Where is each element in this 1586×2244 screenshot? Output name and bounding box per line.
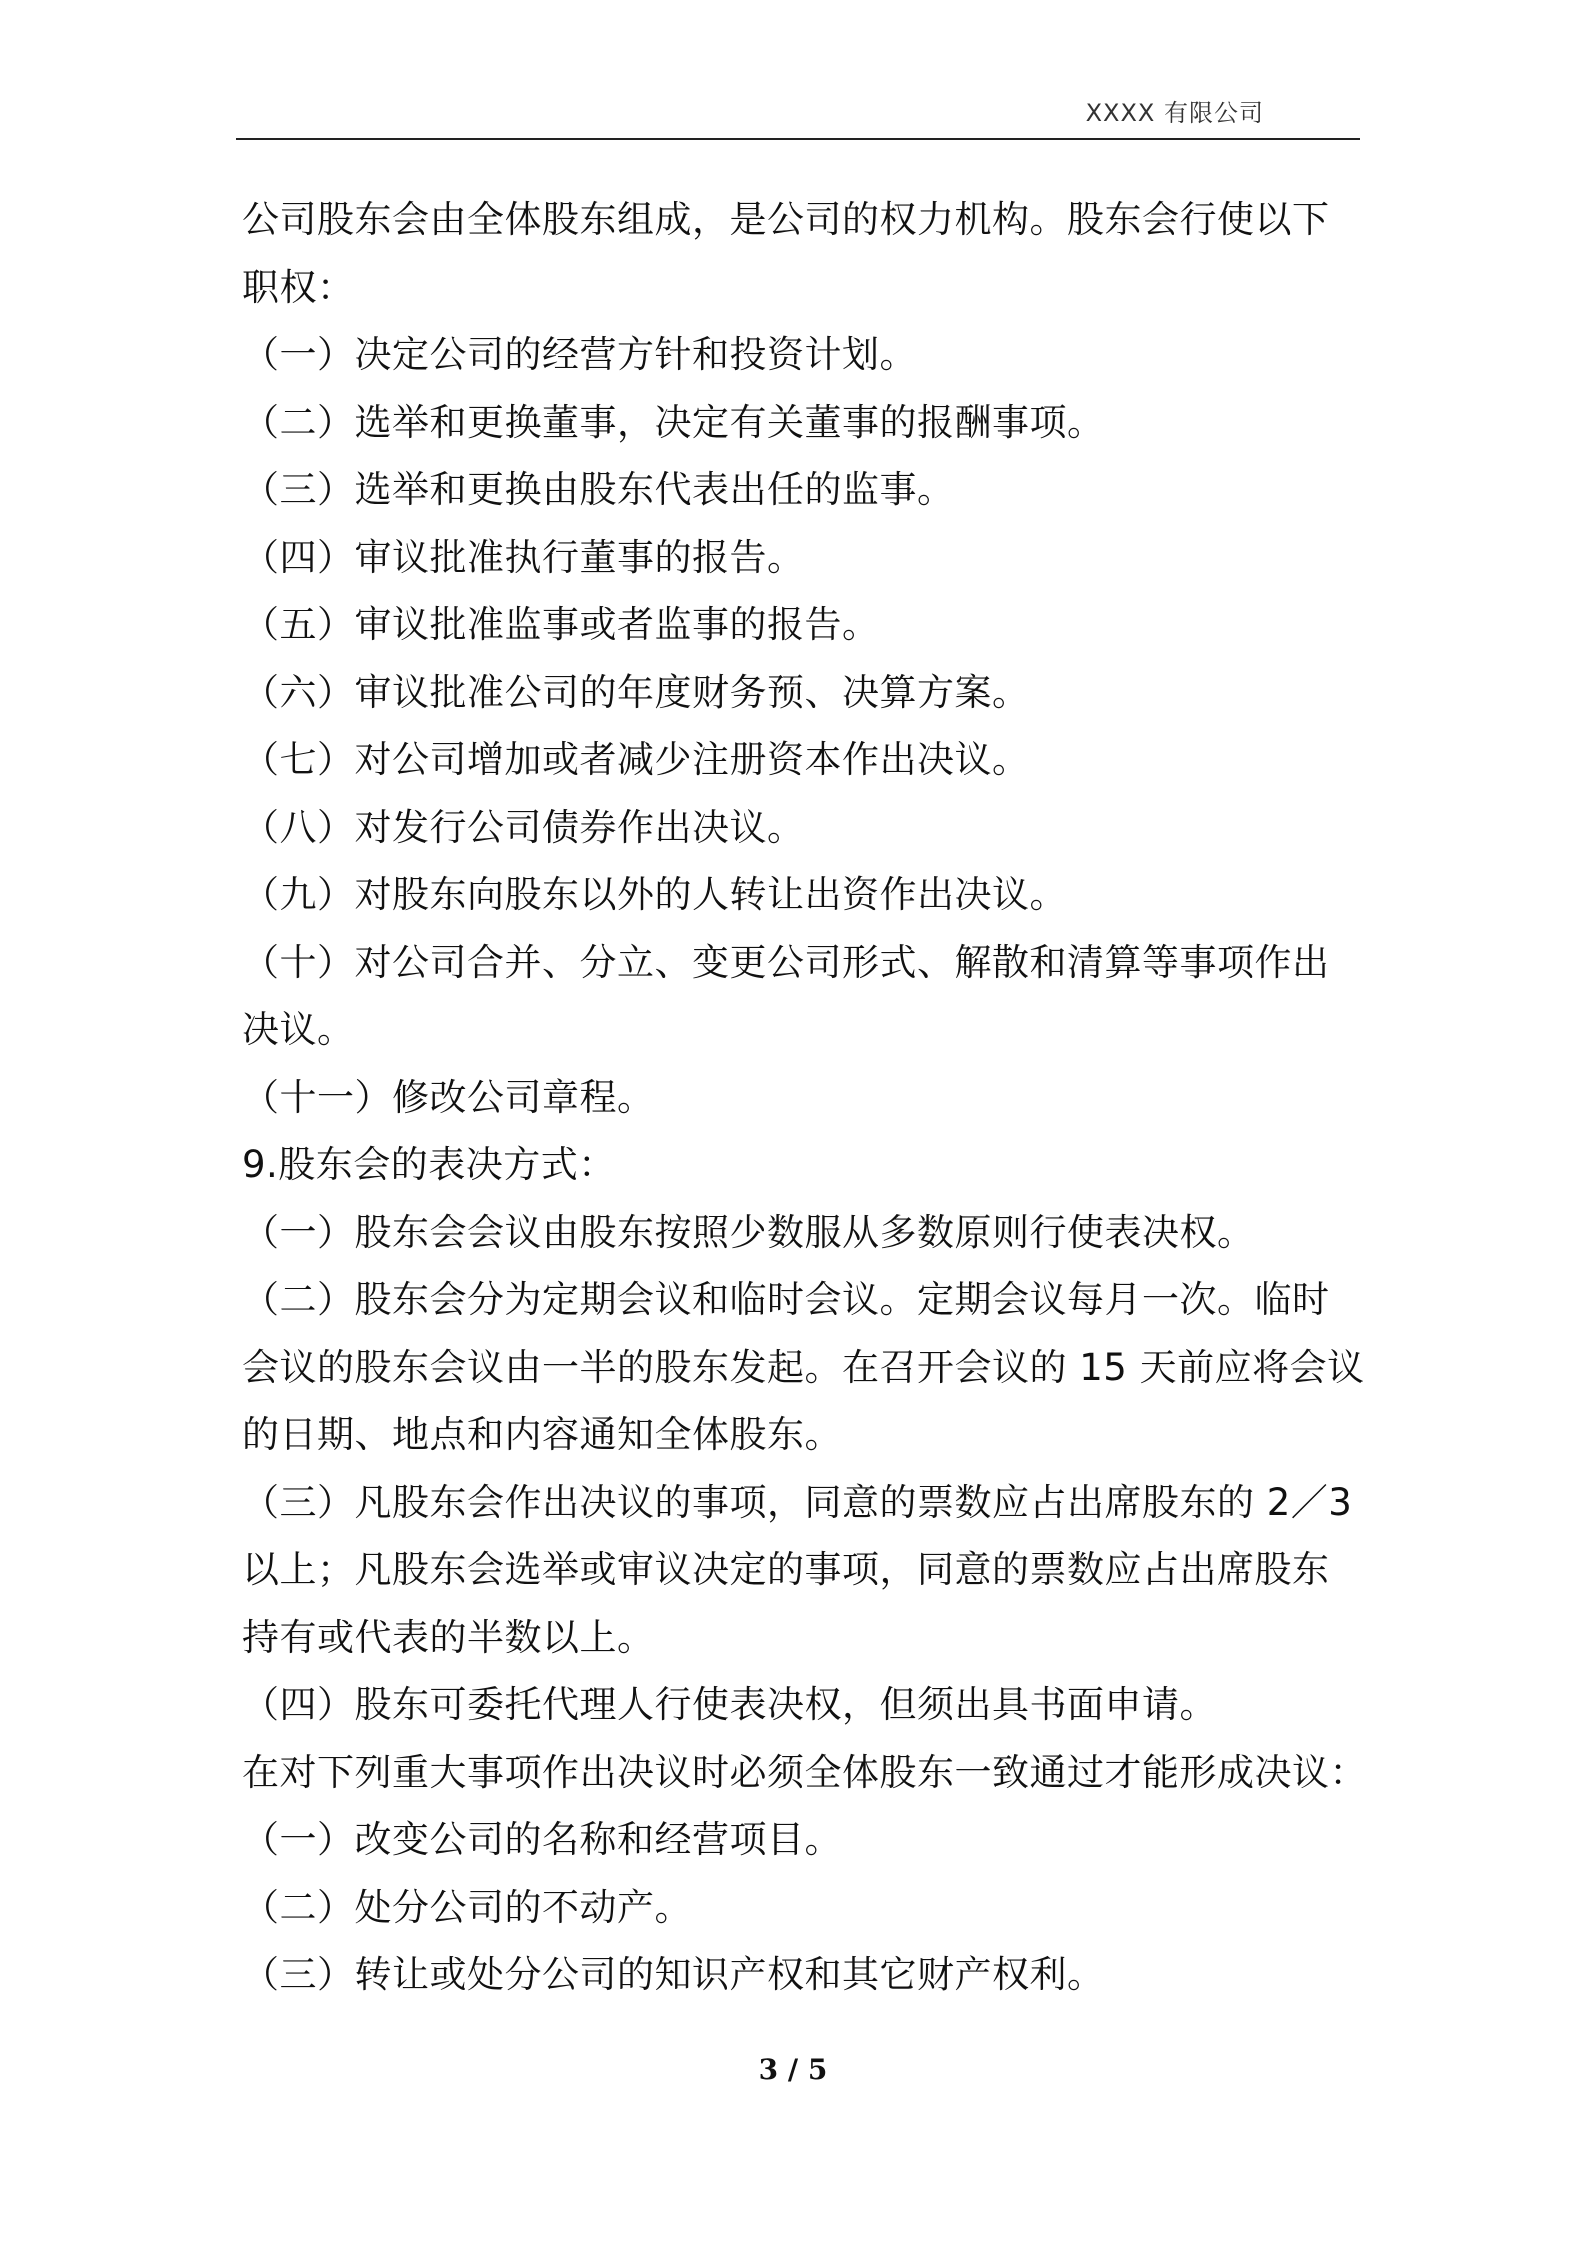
list-item: （一）决定公司的经营方针和投资计划。: [242, 333, 917, 376]
section-heading: 9.股东会的表决方式：: [242, 1143, 616, 1186]
company-name: XXXX 有限公司: [1085, 99, 1264, 127]
list-item: （三）转让或处分公司的知识产权和其它财产权利。: [242, 1953, 1105, 1996]
list-item: （三）凡股东会作出决议的事项，同意的票数应占出席股东的 2／3: [242, 1480, 1353, 1524]
list-item: （二）股东会分为定期会议和临时会议。定期会议每月一次。临时: [242, 1278, 1330, 1321]
list-item: （二）选举和更换董事，决定有关董事的报酬事项。: [242, 400, 1105, 444]
list-item: （一）股东会会议由股东按照少数服从多数原则行使表决权。: [242, 1210, 1255, 1254]
list-item: （十）对公司合并、分立、变更公司形式、解散和清算等事项作出: [242, 940, 1330, 984]
list-item: （七）对公司增加或者减少注册资本作出决议。: [242, 738, 1030, 781]
page-header: [236, 96, 1360, 140]
document-body: [242, 186, 1367, 2009]
list-item: （四）股东可委托代理人行使表决权，但须出具书面申请。: [242, 1683, 1217, 1726]
list-item: （十一）修改公司章程。: [242, 1075, 655, 1119]
paragraph-line: 在对下列重大事项作出决议时必须全体股东一致通过才能形成决议：: [242, 1750, 1367, 1794]
list-item-continuation: 以上；凡股东会选举或审议决定的事项，同意的票数应占出席股东: [242, 1548, 1330, 1591]
list-item: （四）审议批准执行董事的报告。: [242, 535, 805, 579]
page-number: 3 / 5: [758, 2053, 828, 2086]
paragraph-line: 职权：: [242, 265, 355, 309]
list-item: （二）处分公司的不动产。: [242, 1885, 692, 1929]
list-item: （五）审议批准监事或者监事的报告。: [242, 603, 880, 646]
list-item-continuation: 持有或代表的半数以上。: [242, 1615, 655, 1659]
list-item-continuation: 会议的股东会议由一半的股东发起。在召开会议的 15 天前应将会议: [242, 1345, 1365, 1389]
list-item-continuation: 决议。: [242, 1008, 355, 1051]
list-item: （八）对发行公司债券作出决议。: [242, 805, 805, 849]
paragraph-line: 公司股东会由全体股东组成，是公司的权力机构。股东会行使以下: [242, 198, 1330, 241]
list-item: （九）对股东向股东以外的人转让出资作出决议。: [242, 873, 1067, 916]
list-item: （六）审议批准公司的年度财务预、决算方案。: [242, 670, 1030, 714]
list-item: （一）改变公司的名称和经营项目。: [242, 1818, 842, 1861]
list-item-continuation: 的日期、地点和内容通知全体股东。: [242, 1413, 842, 1456]
list-item: （三）选举和更换由股东代表出任的监事。: [242, 468, 955, 511]
